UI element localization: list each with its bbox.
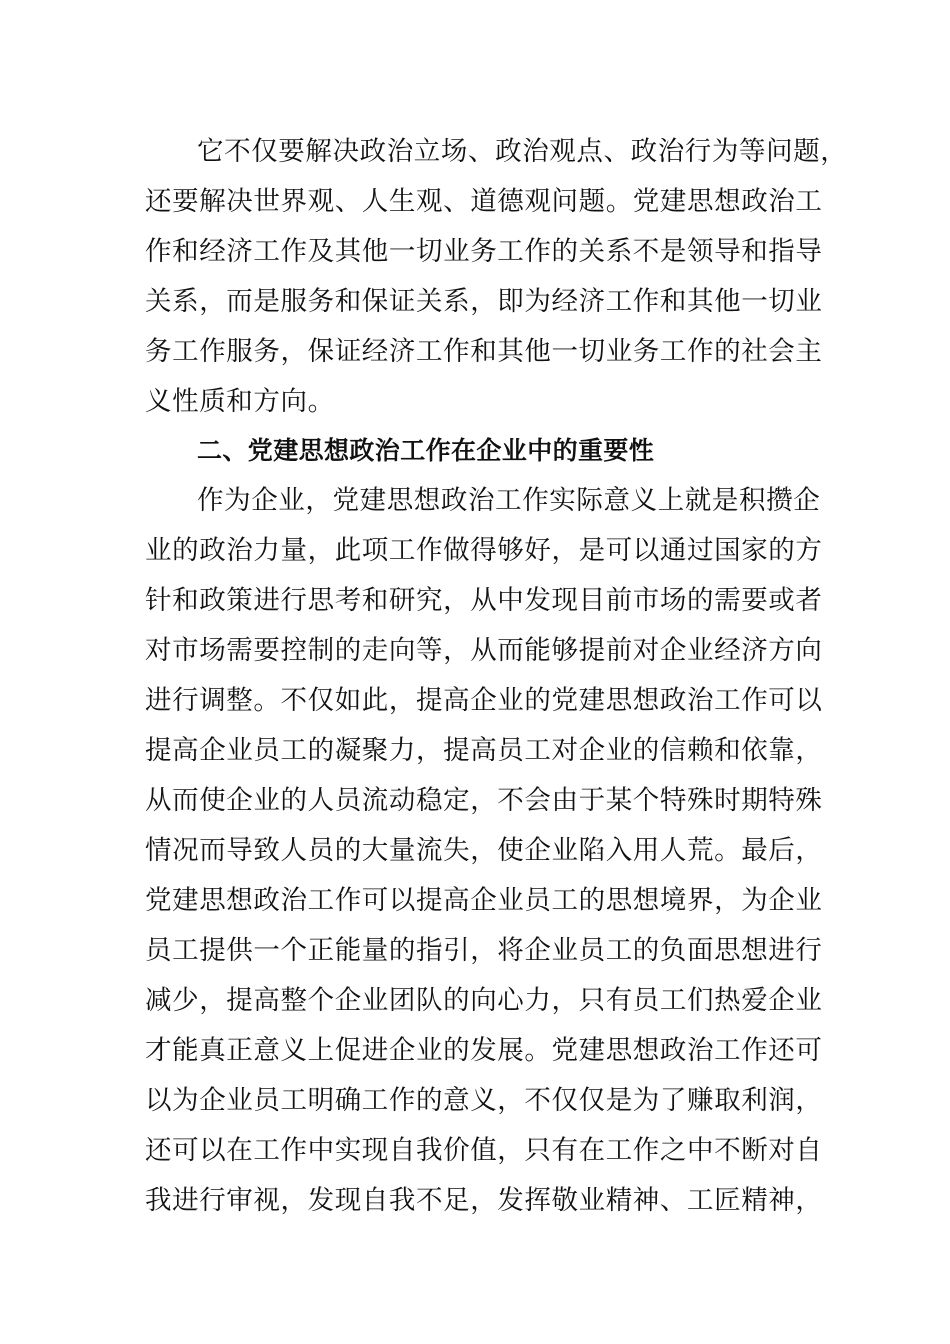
text-line: 它不仅要解决政治立场、政治观点、政治行为等问题， [197,136,848,167]
text-line: 进行调整。不仅如此，提高企业的党建思想政治工作可以 [145,685,823,716]
text-line: 情况而导致人员的大量流失，使企业陷入用人荒。最后， [145,835,823,866]
text-line: 业的政治力量，此项工作做得够好，是可以通过国家的方 [145,535,823,566]
text-line: 还要解决世界观、人生观、道德观问题。党建思想政治工 [145,186,823,217]
text-line: 从而使企业的人员流动稳定，不会由于某个特殊时期特殊 [145,785,823,816]
text-line: 作和经济工作及其他一切业务工作的关系不是领导和指导 [145,236,823,267]
text-line: 针和政策进行思考和研究，从中发现目前市场的需要或者 [145,585,823,616]
text-line: 员工提供一个正能量的指引，将企业员工的负面思想进行 [145,935,823,966]
text-line: 务工作服务，保证经济工作和其他一切业务工作的社会主 [145,336,823,367]
text-line: 才能真正意义上促进企业的发展。党建思想政治工作还可 [145,1035,823,1066]
text-line: 减少，提高整个企业团队的向心力，只有员工们热爱企业 [145,985,823,1016]
text-line: 作为企业，党建思想政治工作实际意义上就是积攒企 [197,485,821,516]
text-line: 对市场需要控制的走向等，从而能够提前对企业经济方向 [145,635,823,666]
text-line: 以为企业员工明确工作的意义，不仅仅是为了赚取利润， [145,1085,823,1116]
text-line: 提高企业员工的凝聚力，提高员工对企业的信赖和依靠， [145,735,823,766]
text-line: 党建思想政治工作可以提高企业员工的思想境界，为企业 [145,885,823,916]
text-line: 我进行审视，发现自我不足，发挥敬业精神、工匠精神， [145,1185,823,1216]
section-heading: 二、党建思想政治工作在企业中的重要性 [197,436,655,465]
text-line: 还可以在工作中实现自我价值，只有在工作之中不断对自 [145,1135,823,1166]
text-line: 关系，而是服务和保证关系，即为经济工作和其他一切业 [145,286,823,317]
text-line: 义性质和方向。 [145,386,335,417]
